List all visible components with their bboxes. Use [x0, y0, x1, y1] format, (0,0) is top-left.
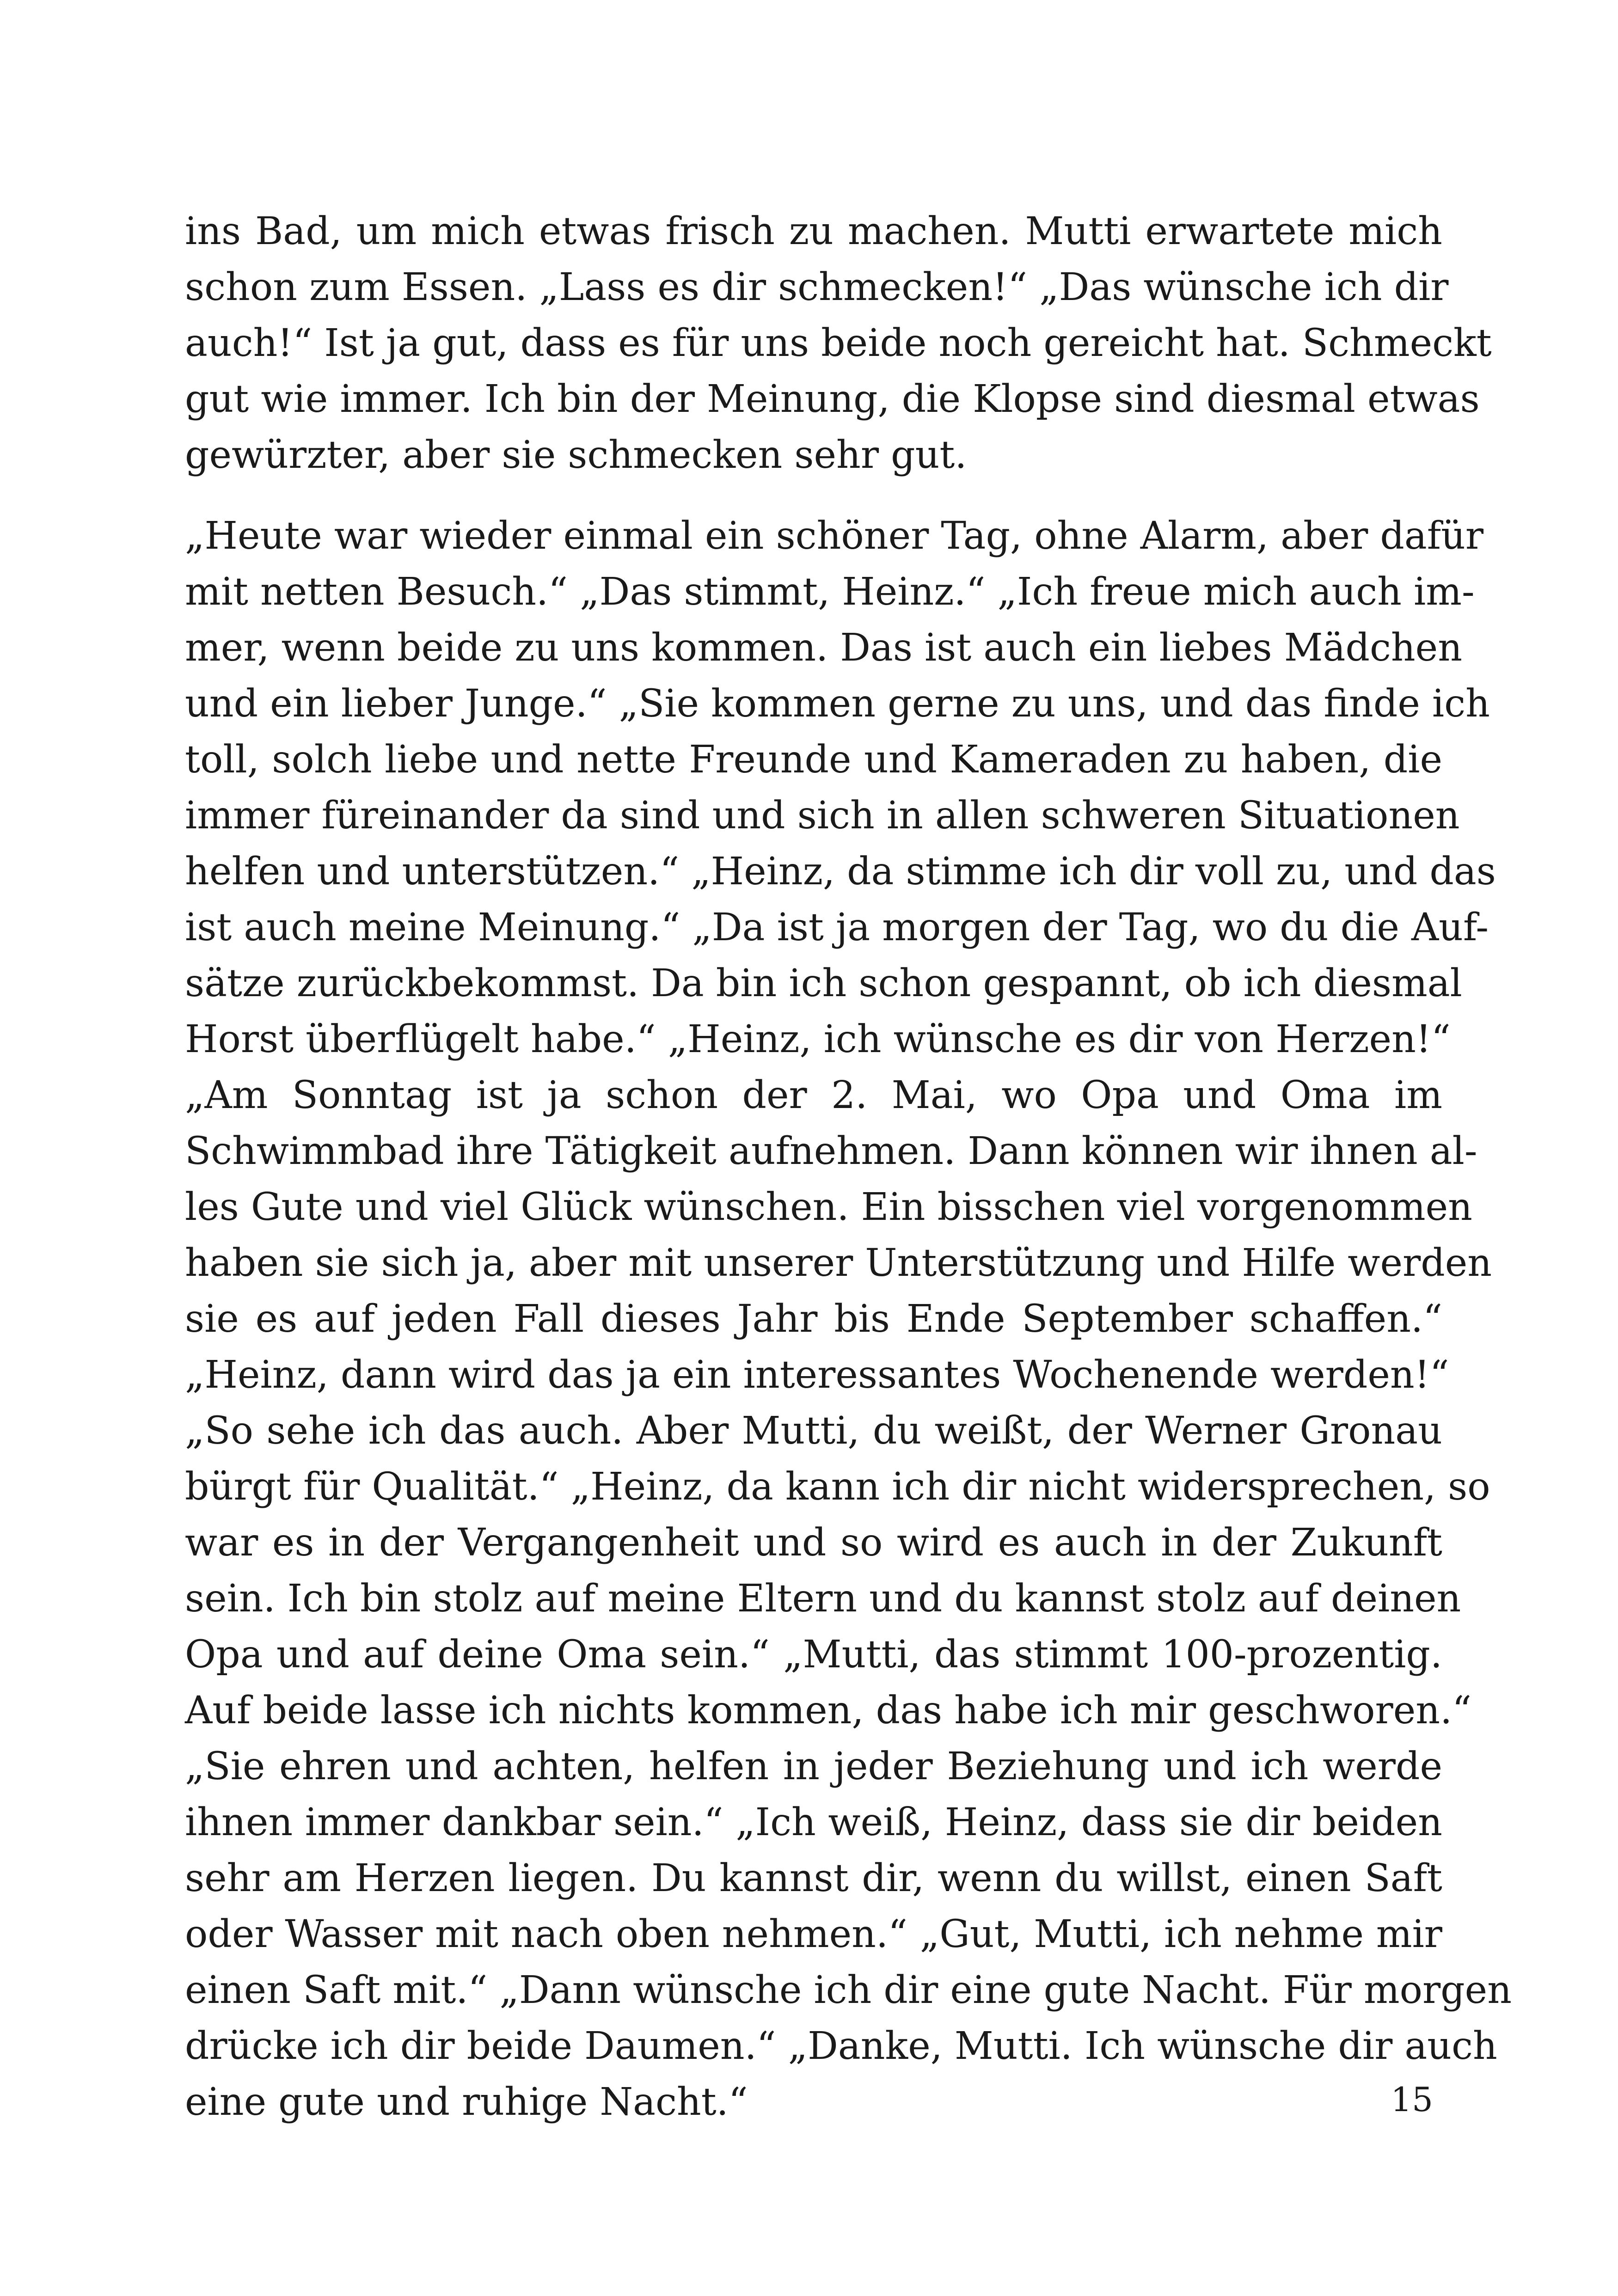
text-line: Opa und auf deine Oma sein.“ „Mutti, das stimmt 100-prozentig.	[185, 1633, 1442, 1677]
text-line: Auf beide lasse ich nichts kommen, das habe ich mir geschworen.“	[185, 1689, 1472, 1733]
text-line: Schwimmbad ihre Tätigkeit aufnehmen. Dann können wir ihnen al-	[185, 1129, 1477, 1173]
text-line: ihnen immer dankbar sein.“ „Ich weiß, Heinz, dass sie dir beiden	[185, 1800, 1442, 1844]
text-line: helfen und unterstützen.“ „Heinz, da stimme ich dir voll zu, und das	[185, 850, 1496, 894]
text-line: auch!“ Ist ja gut, dass es für uns beide noch gereicht hat. Schmeckt	[185, 321, 1492, 365]
text-line: schon zum Essen. „Lass es dir schmecken!“ „Das wünsche ich dir	[185, 265, 1449, 309]
text-line: und ein lieber Junge.“ „Sie kommen gerne zu uns, und das finde ich	[185, 682, 1490, 726]
text-line: drücke ich dir beide Daumen.“ „Danke, Mutti. Ich wünsche dir auch	[185, 2024, 1497, 2068]
text-line: „Am Sonntag ist ja schon der 2. Mai, wo Opa und Oma im	[185, 1073, 1442, 1117]
text-line: sätze zurückbekommst. Da bin ich schon gespannt, ob ich diesmal	[185, 961, 1462, 1005]
text-line: bürgt für Qualität.“ „Heinz, da kann ich dir nicht widersprechen, so	[185, 1465, 1490, 1509]
text-line: ins Bad, um mich etwas frisch zu machen. Mutti erwartete mich	[185, 209, 1442, 253]
text-line: eine gute und ruhige Nacht.“	[185, 2080, 748, 2124]
text-line: mer, wenn beide zu uns kommen. Das ist auch ein liebes Mädchen	[185, 626, 1463, 670]
text-line: „Sie ehren und achten, helfen in jeder Beziehung und ich werde	[185, 1745, 1442, 1788]
body-text	[185, 203, 1512, 2130]
text-line: gut wie immer. Ich bin der Meinung, die Klopse sind diesmal etwas	[185, 377, 1480, 421]
text-line: immer füreinander da sind und sich in allen schweren Situationen	[185, 794, 1460, 838]
paragraph	[185, 203, 1492, 483]
text-line: Horst überflügelt habe.“ „Heinz, ich wünsche es dir von Herzen!“	[185, 1017, 1451, 1061]
text-line: sehr am Herzen liegen. Du kannst dir, wenn du willst, einen Saft	[185, 1856, 1442, 1900]
text-line: gewürzter, aber sie schmecken sehr gut.	[185, 433, 967, 477]
text-line: einen Saft mit.“ „Dann wünsche ich dir eine gute Nacht. Für morgen	[185, 1968, 1512, 2012]
text-line: sein. Ich bin stolz auf meine Eltern und du kannst stolz auf deinen	[185, 1577, 1461, 1621]
text-line: haben sie sich ja, aber mit unserer Unterstützung und Hilfe werden	[185, 1241, 1492, 1285]
text-line: ist auch meine Meinung.“ „Da ist ja morgen der Tag, wo du die Auf-	[185, 906, 1489, 949]
paragraph	[185, 508, 1512, 2130]
text-line: war es in der Vergangenheit und so wird es auch in der Zukunft	[185, 1521, 1442, 1565]
text-line: „Heinz, dann wird das ja ein interessantes Wochenende werden!“	[185, 1353, 1449, 1397]
text-line: „Heute war wieder einmal ein schöner Tag, ohne Alarm, aber dafür	[185, 514, 1484, 558]
text-line: „So sehe ich das auch. Aber Mutti, du weißt, der Werner Gronau	[185, 1409, 1442, 1453]
text-line: les Gute und viel Glück wünschen. Ein bisschen viel vorgenommen	[185, 1185, 1472, 1229]
text-line: sie es auf jeden Fall dieses Jahr bis Ende September schaffen.“	[185, 1297, 1442, 1341]
page-number: 15	[1391, 2080, 1433, 2119]
text-line: oder Wasser mit nach oben nehmen.“ „Gut, Mutti, ich nehme mir	[185, 1912, 1442, 1956]
paragraph-gap	[185, 483, 1442, 508]
text-line: mit netten Besuch.“ „Das stimmt, Heinz.“ „Ich freue mich auch im-	[185, 570, 1475, 614]
text-line: toll, solch liebe und nette Freunde und Kameraden zu haben, die	[185, 738, 1442, 782]
